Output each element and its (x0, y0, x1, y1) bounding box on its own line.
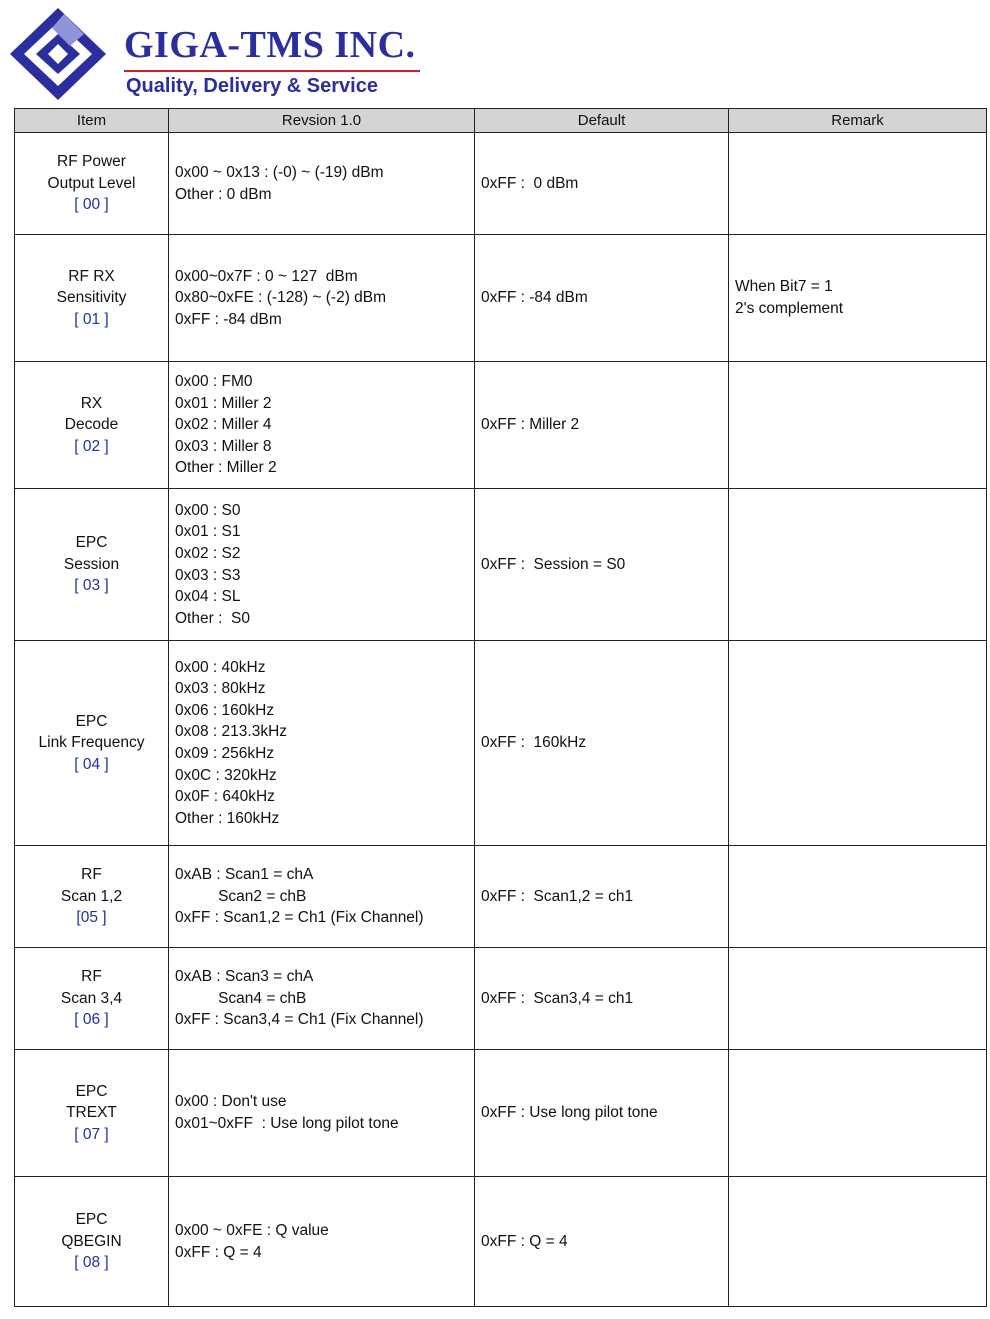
item-name-line: QBEGIN (61, 1232, 122, 1250)
revision-line: 0xFF : Scan3,4 = Ch1 (Fix Channel) (175, 1011, 424, 1029)
remark-cell (729, 641, 987, 846)
revision-line: 0x80~0xFE : (-128) ~ (-2) dBm (175, 289, 387, 307)
revision-line: 0x01 : Miller 2 (175, 394, 272, 412)
default-value: 0xFF : Q = 4 (481, 1232, 568, 1250)
revision-line: Other : 0 dBm (175, 185, 272, 203)
table-row (15, 235, 987, 362)
revision-line: 0x06 : 160kHz (175, 701, 275, 719)
revision-cell (169, 235, 475, 362)
remark-cell (729, 846, 987, 948)
item-cell (15, 489, 169, 641)
parameter-table (14, 108, 987, 1307)
revision-line: 0x03 : Miller 8 (175, 437, 272, 455)
default-value: 0xFF : Session = S0 (481, 555, 626, 573)
item-code: [ 06 ] (74, 1011, 109, 1029)
revision-cell (169, 846, 475, 948)
revision-line: 0x00~0x7F : 0 ~ 127 dBm (175, 267, 358, 285)
item-code: [ 01 ] (74, 310, 109, 328)
revision-line: 0xAB : Scan3 = chA (175, 968, 314, 986)
item-name-line: EPC (75, 534, 108, 552)
table-row (15, 1177, 987, 1307)
column-header-remark: Remark (729, 109, 987, 133)
item-name-line: EPC (75, 712, 108, 730)
revision-line: 0x00 : S0 (175, 501, 241, 519)
revision-line: 0xFF : -84 dBm (175, 310, 282, 328)
column-header-default: Default (475, 109, 729, 133)
item-name-line: EPC (75, 1211, 108, 1229)
default-cell (475, 489, 729, 641)
revision-line: 0x00 : 40kHz (175, 658, 266, 676)
revision-line: Other : S0 (175, 609, 250, 627)
item-name-line: Link Frequency (38, 734, 145, 752)
default-value: 0xFF : Scan3,4 = ch1 (481, 989, 634, 1007)
item-name-line: Output Level (47, 174, 136, 192)
item-cell (15, 948, 169, 1050)
revision-cell (169, 1177, 475, 1307)
item-code: [ 08 ] (74, 1254, 109, 1272)
item-name-line: RF Power (57, 153, 126, 171)
default-cell (475, 133, 729, 235)
revision-line: 0x01~0xFF : Use long pilot tone (175, 1115, 399, 1132)
item-name-line: Decode (64, 416, 119, 434)
default-cell (475, 948, 729, 1050)
table-row (15, 362, 987, 489)
revision-line: 0x00 ~ 0xFE : Q value (175, 1221, 329, 1239)
company-tagline: Quality, Delivery & Service (126, 75, 378, 97)
revision-line: 0x02 : Miller 4 (175, 416, 272, 434)
revision-cell (169, 1050, 475, 1177)
item-cell (15, 1177, 169, 1307)
table-row (15, 846, 987, 948)
revision-cell (169, 641, 475, 846)
remark-cell (729, 1177, 987, 1307)
table-row (15, 948, 987, 1050)
default-value: 0xFF : -84 dBm (481, 289, 588, 307)
item-name-line: Scan 3,4 (60, 989, 123, 1007)
item-name-line: EPC (75, 1082, 108, 1100)
table-header-row (15, 109, 987, 133)
column-header-revision: Revsion 1.0 (169, 109, 475, 133)
item-name-line: RX (80, 394, 103, 412)
item-code: [ 02 ] (74, 437, 109, 455)
document-header (8, 6, 428, 102)
item-name-line: Sensitivity (56, 289, 127, 307)
revision-line: 0x0F : 640kHz (175, 788, 275, 806)
table-row (15, 1050, 987, 1177)
item-name-line: RF RX (68, 267, 115, 285)
revision-line: 0x01 : S1 (175, 523, 241, 541)
revision-line: Scan2 = chB (175, 887, 307, 905)
table-row (15, 489, 987, 641)
default-value: 0xFF : Use long pilot tone (481, 1104, 658, 1122)
default-cell (475, 362, 729, 489)
item-name-line: Session (63, 555, 120, 573)
column-header-item: Item (15, 109, 169, 133)
default-cell (475, 1050, 729, 1177)
item-name-line: RF (81, 968, 102, 986)
revision-line: 0xFF : Scan1,2 = Ch1 (Fix Channel) (175, 909, 424, 927)
revision-cell (169, 133, 475, 235)
default-value: 0xFF : Scan1,2 = ch1 (481, 887, 634, 905)
remark-line: 2's complement (735, 300, 844, 317)
default-cell (475, 846, 729, 948)
giga-tms-diamond-logo-icon (8, 6, 112, 102)
revision-line: 0x00 : Don't use (175, 1093, 287, 1111)
revision-line: 0x00 : FM0 (175, 373, 253, 391)
table-row (15, 641, 987, 846)
remark-cell (729, 948, 987, 1050)
default-value: 0xFF : 160kHz (481, 734, 587, 752)
revision-line: 0x00 ~ 0x13 : (-0) ~ (-19) dBm (175, 163, 384, 181)
default-cell (475, 1177, 729, 1307)
item-cell (15, 362, 169, 489)
remark-cell (729, 133, 987, 235)
table-row (15, 133, 987, 235)
revision-cell (169, 489, 475, 641)
remark-line: When Bit7 = 1 (735, 278, 833, 296)
item-cell (15, 235, 169, 362)
revision-line: 0x08 : 213.3kHz (175, 723, 288, 741)
item-code: [ 07 ] (74, 1125, 109, 1143)
revision-line: 0x04 : SL (175, 588, 241, 606)
item-cell (15, 133, 169, 235)
revision-line: 0xFF : Q = 4 (175, 1243, 262, 1261)
default-value: 0xFF : Miller 2 (481, 416, 580, 434)
item-code: [ 03 ] (74, 577, 109, 595)
item-name-line: RF (81, 866, 102, 884)
company-name: GIGA-TMS INC. (124, 24, 416, 66)
default-cell (475, 641, 729, 846)
default-cell (475, 235, 729, 362)
revision-line: 0x03 : S3 (175, 566, 241, 584)
remark-cell (729, 1050, 987, 1177)
item-code: [ 04 ] (74, 755, 109, 773)
remark-cell (729, 235, 987, 362)
revision-line: 0xAB : Scan1 = chA (175, 866, 314, 884)
remark-cell (729, 362, 987, 489)
default-value: 0xFF : 0 dBm (481, 174, 579, 192)
item-name-line: Scan 1,2 (60, 887, 123, 905)
revision-cell (169, 948, 475, 1050)
revision-line: 0x0C : 320kHz (175, 766, 277, 784)
item-name-line: TREXT (66, 1104, 117, 1122)
item-cell (15, 846, 169, 948)
item-code: [ 00 ] (74, 196, 109, 214)
revision-line: 0x09 : 256kHz (175, 745, 275, 762)
revision-line: 0x02 : S2 (175, 544, 241, 562)
revision-line: Scan4 = chB (175, 989, 307, 1007)
revision-line: Other : 160kHz (175, 809, 280, 827)
revision-cell (169, 362, 475, 489)
item-code: [05 ] (76, 909, 107, 927)
revision-line: Other : Miller 2 (175, 459, 277, 477)
item-cell (15, 641, 169, 846)
revision-line: 0x03 : 80kHz (175, 680, 266, 698)
item-cell (15, 1050, 169, 1177)
company-underline (124, 70, 420, 72)
remark-cell (729, 489, 987, 641)
